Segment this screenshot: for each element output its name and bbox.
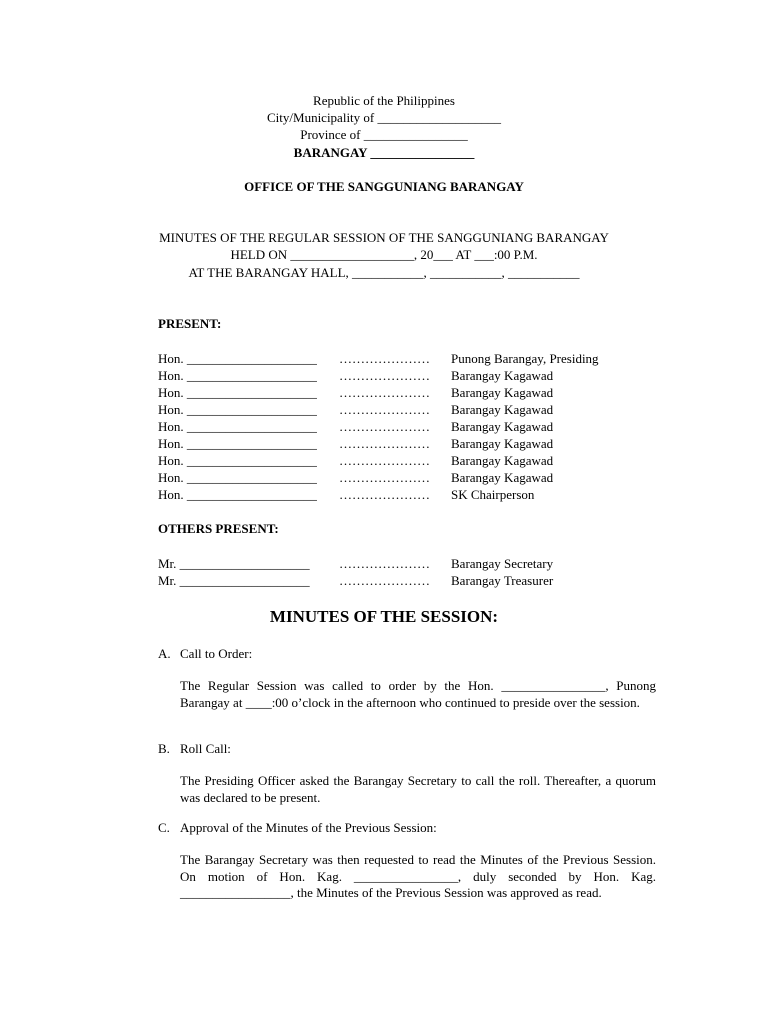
attendee-role: Barangay Kagawad [451,436,554,451]
section-letter: A. [158,646,171,661]
section-body-call-to-order: The Regular Session was called to order by the Hon. ________________, Punong Barangay at ____:00 o’clock in the afternoon who continued to preside over the session. [180,678,656,710]
header-republic: Republic of the Philippines [313,93,455,108]
attendee-name-blank: Hon. ____________________ [158,368,317,383]
leader-dots: ………………… [339,402,430,417]
session-title-line2: HELD ON ___________________, 20___ AT ___:00 P.M. [230,247,538,262]
others-present-heading: OTHERS PRESENT: [158,521,279,536]
section-body-approval-minutes: The Barangay Secretary was then requested to read the Minutes of the Previous Session. On motion of Hon. Kag. ________________, duly seconded by Hon. Kag. _________________, the Minutes of the Previous Session was approved as read. [180,852,656,900]
attendee-role: Barangay Kagawad [451,385,554,400]
header-city: City/Municipality of ___________________ [267,110,501,125]
section-heading-roll-call: Roll Call: [180,741,231,756]
leader-dots: ………………… [339,385,430,400]
leader-dots: ………………… [339,573,430,588]
leader-dots: ………………… [339,436,430,451]
leader-dots: ………………… [339,368,430,383]
office-title: OFFICE OF THE SANGGUNIANG BARANGAY [244,179,524,194]
session-title-line3: AT THE BARANGAY HALL, ___________, ___________, ___________ [188,265,580,280]
leader-dots: ………………… [339,453,430,468]
attendee-name-blank: Hon. ____________________ [158,385,317,400]
attendee-row [0,556,768,573]
section-letter: C. [158,820,170,835]
attendee-name-blank: Hon. ____________________ [158,470,317,485]
attendee-row [0,419,768,436]
attendee-role: Barangay Secretary [451,556,554,571]
attendee-name-blank: Hon. ____________________ [158,402,317,417]
attendee-row [0,368,768,385]
attendee-row [0,402,768,419]
session-title-line1: MINUTES OF THE REGULAR SESSION OF THE SANGGUNIANG BARANGAY [159,230,609,245]
attendee-role: Barangay Kagawad [451,368,554,383]
attendee-row [0,573,768,590]
attendee-role: Barangay Kagawad [451,402,554,417]
leader-dots: ………………… [339,470,430,485]
leader-dots: ………………… [339,351,430,366]
minutes-title: MINUTES OF THE SESSION: [269,607,499,626]
section-letter: B. [158,741,170,756]
attendee-name-blank: Mr. ____________________ [158,556,310,571]
section-heading-approval-minutes: Approval of the Minutes of the Previous Session: [180,820,437,835]
attendee-role: Barangay Kagawad [451,419,554,434]
attendee-role: SK Chairperson [451,487,535,502]
attendee-name-blank: Hon. ____________________ [158,351,317,366]
section-body-roll-call: The Presiding Officer asked the Barangay Secretary to call the roll. Thereafter, a quorum was declared to be present. [180,773,656,805]
leader-dots: ………………… [339,419,430,434]
attendee-row [0,385,768,402]
attendee-name-blank: Hon. ____________________ [158,453,317,468]
leader-dots: ………………… [339,556,430,571]
section-heading-call-to-order: Call to Order: [180,646,253,661]
attendee-name-blank: Mr. ____________________ [158,573,310,588]
attendee-role: Barangay Treasurer [451,573,554,588]
leader-dots: ………………… [339,487,430,502]
attendee-row [0,470,768,487]
attendee-row [0,436,768,453]
attendee-name-blank: Hon. ____________________ [158,419,317,434]
attendee-row [0,453,768,470]
header-province: Province of ________________ [300,127,468,142]
attendee-row [0,351,768,368]
attendee-row [0,487,768,504]
attendee-role: Punong Barangay, Presiding [451,351,599,366]
attendee-name-blank: Hon. ____________________ [158,436,317,451]
header-barangay: BARANGAY ________________ [293,145,475,160]
attendee-role: Barangay Kagawad [451,470,554,485]
attendee-role: Barangay Kagawad [451,453,554,468]
present-heading: PRESENT: [158,316,222,331]
attendee-name-blank: Hon. ____________________ [158,487,317,502]
